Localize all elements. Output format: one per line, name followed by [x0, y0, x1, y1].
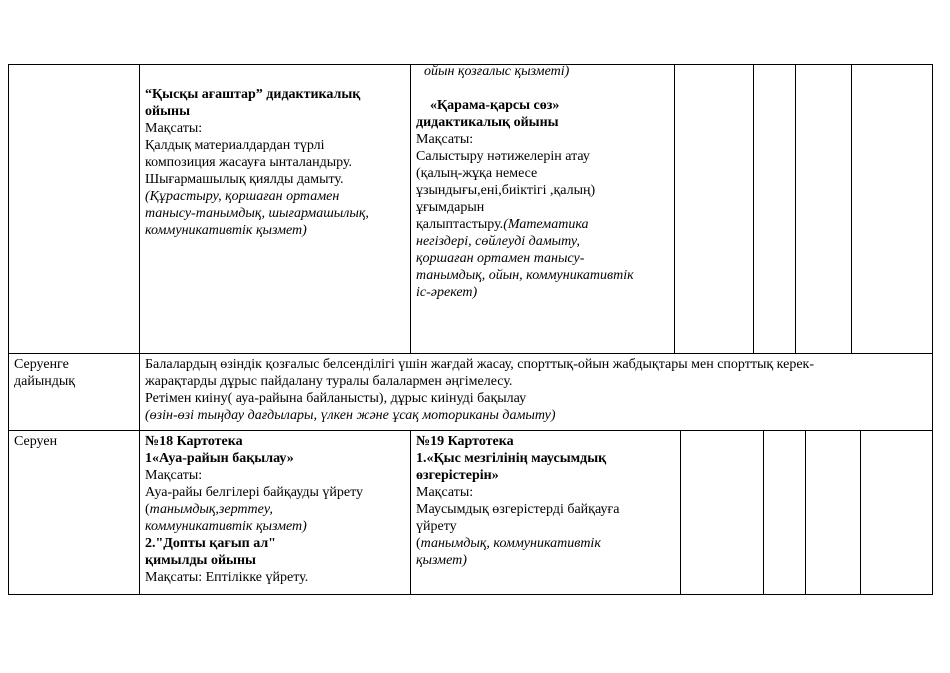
note-text: танымдық, коммуникативтік қызмет) — [416, 536, 601, 568]
aim-label: Мақсаты: — [416, 485, 474, 500]
aim-text: Салыстыру нәтижелерін атау (қалың-жұқа немесе ұзындығы,ені,биіктігі ,қалың) ұғымдарын қалыптастыру. — [416, 149, 596, 232]
observation-title: 1«Ауа-райын бақылау» — [145, 451, 294, 466]
row3-col2-cell — [140, 431, 410, 594]
aim-label: Мақсаты: — [145, 468, 203, 483]
row-label: Серуенге дайындық — [14, 357, 76, 389]
row2-text: Балалардың өзіндік қозғалыс белсенділігі үшін жағдай жасау, спорттық-ойын жабдықтары мен спорттық керек- жарақтарды дұрыс пайдалану туралы балалармен әңгімелесу. Ретімен киіну( ауа-райына байланысты), дұрыс киінуді бақылау — [145, 357, 815, 406]
row3-label-cell — [9, 431, 139, 594]
vline-r1-c6 — [795, 64, 796, 354]
row2-label-cell — [9, 354, 139, 430]
top-note: ойын қозғалыс қызметі) — [424, 64, 570, 79]
row2-note: (өзін-өзі тыңдау дағдылары, үлкен және ұсақ моториканы дамыту) — [145, 408, 556, 423]
row1-col3-cell — [411, 64, 674, 353]
vline-right — [932, 64, 933, 595]
hline-bottom — [8, 594, 933, 595]
vline-r1-c7 — [851, 64, 852, 354]
note-open: ( — [145, 502, 150, 517]
game-title: «Қарама-қарсы сөз» дидактикалық ойыны — [416, 98, 560, 130]
game-title: “Қысқы ағаштар” дидактикалық ойыны — [145, 87, 361, 119]
row3-col3-cell — [411, 431, 680, 594]
aim-text: Қалдық материалдардан түрлі композиция жасауға ынталандыру. Шығармашылық қиялды дамыту. — [145, 138, 353, 187]
vline-r3-c5 — [763, 430, 764, 595]
activity-note — [145, 501, 405, 535]
aim-text: Ауа-райы белгілері байқауды үйрету — [145, 485, 363, 500]
activity-note — [416, 535, 675, 569]
note-open: ( — [416, 536, 421, 551]
observation-title: 1.«Қыс мезгілінің маусымдық өзгерістерін» — [416, 451, 607, 483]
row-label: Серуен — [14, 434, 58, 449]
aim-text: Маусымдық өзгерістерді байқауға үйрету — [416, 502, 620, 534]
note-text: танымдық,зерттеу, коммуникативтік қызмет) — [145, 502, 307, 534]
vline-r3-c7 — [860, 430, 861, 595]
card-number: №18 Картотека — [145, 434, 243, 449]
game-title: 2."Допты қағып ал" қимылды ойыны — [145, 536, 276, 568]
vline-r3-c4 — [680, 430, 681, 595]
game-aim: Мақсаты: Ептілікке үйрету. — [145, 570, 309, 585]
activity-note: (Құрастыру, қоршаған ортамен танысу-танымдық, шығармашылық, коммуникативтік қызмет) — [145, 189, 369, 238]
aim-label: Мақсаты: — [416, 132, 474, 147]
vline-r3-c6 — [805, 430, 806, 595]
card-number: №19 Картотека — [416, 434, 514, 449]
aim-label: Мақсаты: — [145, 121, 203, 136]
activity-note-start: (Математика — [503, 217, 589, 232]
vline-r1-c5 — [753, 64, 754, 354]
vline-r1-c4 — [674, 64, 675, 354]
activity-note: негіздері, сөйлеуді дамыту, қоршаған ортамен танысу- танымдық, ойын, коммуникативтік іс-әрекет) — [416, 234, 634, 300]
row2-content-cell — [140, 354, 932, 430]
row1-col2-cell — [140, 84, 410, 284]
